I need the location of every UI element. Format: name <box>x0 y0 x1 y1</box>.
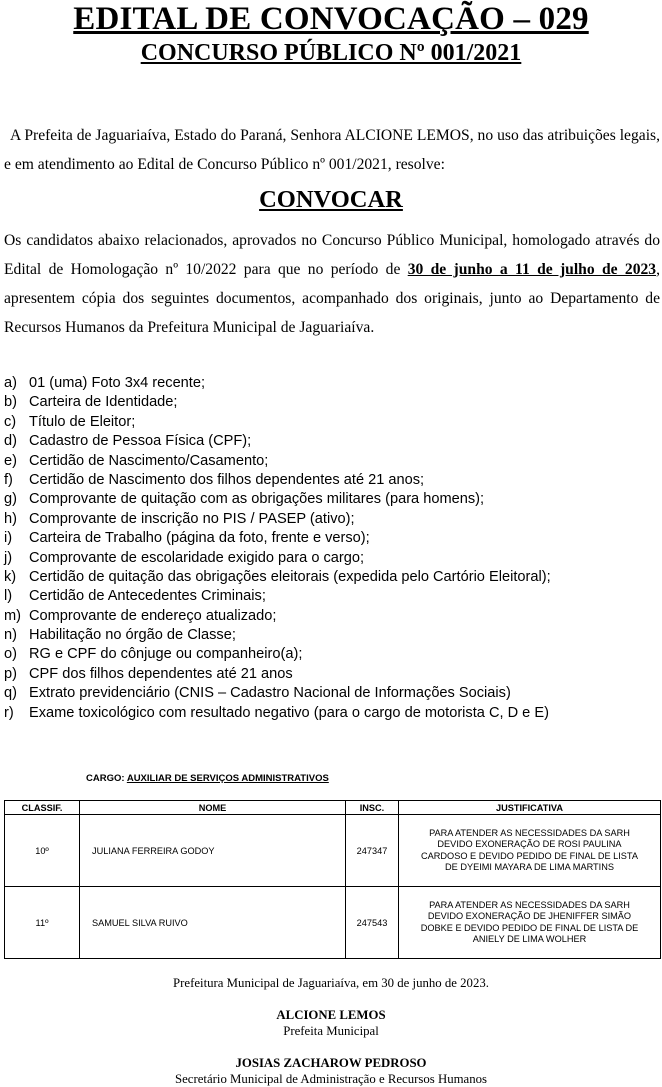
justificativa-line: DE DYEIMI MAYARA DE LIMA MARTINS <box>445 862 614 872</box>
document-item <box>4 665 660 684</box>
document-item-text: Habilitação no órgão de Classe; <box>29 627 236 644</box>
document-item <box>4 704 660 723</box>
document-item <box>4 413 660 432</box>
document-item-text: Carteira de Identidade; <box>29 394 178 411</box>
intro-paragraph: A Prefeita de Jaguariaíva, Estado do Paraná, Senhora ALCIONE LEMOS, no uso das atribuições legais, e em atendimento ao Edital de Concurso Público nº 001/2021, resolve: <box>4 127 660 173</box>
document-item-letter: r) <box>4 704 14 721</box>
document-item-text: Carteira de Trabalho (página da foto, frente e verso); <box>29 530 370 547</box>
justificativa-line: PARA ATENDER AS NECESSIDADES DA SARH <box>429 899 630 910</box>
document-item <box>4 432 660 451</box>
document-subtitle: CONCURSO PÚBLICO Nº 001/2021 <box>140 40 522 66</box>
document-item-text: Título de Eleitor; <box>29 413 136 430</box>
cell-nome: SAMUEL SILVA RUIVO <box>80 887 346 959</box>
document-item <box>4 626 660 645</box>
cell-nome: JULIANA FERREIRA GODOY <box>80 815 346 887</box>
document-item-letter: m) <box>4 607 22 624</box>
document-item-letter: j) <box>4 549 13 566</box>
header-justificativa: JUSTIFICATIVA <box>399 801 661 815</box>
signer2-name: JOSIAS ZACHAROW PEDROSO <box>235 1056 427 1070</box>
document-item <box>4 529 660 548</box>
document-item <box>4 393 660 412</box>
document-item-letter: q) <box>4 685 17 702</box>
justificativa-line: PARA ATENDER AS NECESSIDADES DA SARH <box>429 827 630 838</box>
document-item-text: Comprovante de inscrição no PIS / PASEP (ativo); <box>29 510 355 527</box>
cell-classif: 11º <box>5 887 80 959</box>
document-item-letter: d) <box>4 433 17 450</box>
document-item <box>4 587 660 606</box>
document-item <box>4 568 660 587</box>
document-item <box>4 452 660 471</box>
document-item-text: Cadastro de Pessoa Física (CPF); <box>29 433 252 450</box>
document-item-letter: g) <box>4 491 17 508</box>
body-period: 30 de junho a 11 de julho de 2023 <box>407 261 657 278</box>
document-item-text: Comprovante de quitação com as obrigações militares (para homens); <box>29 491 485 508</box>
header-nome: NOME <box>80 801 346 815</box>
document-item-text: Comprovante de endereço atualizado; <box>29 607 277 624</box>
document-item-text: Exame toxicológico com resultado negativo (para o cargo de motorista C, D e E) <box>29 704 549 721</box>
document-item-text: RG e CPF do cônjuge ou companheiro(a); <box>29 646 303 663</box>
place-date: Prefeitura Municipal de Jaguariaíva, em 30 de junho de 2023. <box>173 976 489 990</box>
cell-insc: 247347 <box>346 815 399 887</box>
header-classif: CLASSIF. <box>5 801 80 815</box>
document-item-letter: c) <box>4 413 17 430</box>
cargo-line <box>86 772 329 786</box>
cell-justificativa <box>399 887 661 959</box>
document-item-text: CPF dos filhos dependentes até 21 anos <box>29 665 293 682</box>
signer2-role: Secretário Municipal de Administração e Recursos Humanos <box>174 1072 488 1086</box>
document-item <box>4 374 660 393</box>
document-item-letter: f) <box>4 471 13 488</box>
document-item-text: Certidão de Nascimento/Casamento; <box>29 452 269 469</box>
document-item-text: Certidão de quitação das obrigações eleitorais (expedida pelo Cartório Eleitoral); <box>29 568 551 585</box>
justificativa-line: DEVIDO EXONERAÇÃO DE JHENIFFER SIMÃO <box>427 911 632 921</box>
cargo-value: AUXILIAR DE SERVIÇOS ADMINISTRATIVOS <box>126 773 329 784</box>
document-item-letter: o) <box>4 646 17 663</box>
document-item-text: Certidão de Nascimento dos filhos dependentes até 21 anos; <box>29 471 425 488</box>
cell-insc: 247543 <box>346 887 399 959</box>
document-item <box>4 549 660 568</box>
justificativa-line: CARDOSO E DEVIDO PEDIDO DE FINAL DE LISTA <box>421 850 638 861</box>
body-paragraph <box>4 226 660 342</box>
table-row <box>5 815 661 887</box>
table-header-row <box>5 801 661 815</box>
document-item-letter: b) <box>4 394 17 411</box>
document-item <box>4 510 660 529</box>
document-item-letter: n) <box>4 627 17 644</box>
document-item-text: Certidão de Antecedentes Criminais; <box>29 588 266 605</box>
document-item-letter: p) <box>4 665 17 682</box>
justificativa-line: ANIELY DE LIMA WOLHER <box>472 934 587 944</box>
document-item-text: Extrato previdenciário (CNIS – Cadastro Nacional de Informações Sociais) <box>29 685 511 702</box>
document-item-letter: h) <box>4 510 17 527</box>
cargo-label: CARGO: <box>86 773 125 784</box>
document-item-text: 01 (uma) Foto 3x4 recente; <box>29 375 206 391</box>
cell-justificativa <box>399 815 661 887</box>
justificativa-line: DEVIDO EXONERAÇÃO DE ROSI PAULINA <box>437 839 622 849</box>
body-text-before: Os candidatos abaixo relacionados, aprovados no Concurso Público Municipal, homologado através do Edital de Homologação nº 10/2022 para que no período de <box>4 232 660 278</box>
document-item <box>4 645 660 664</box>
document-item-letter: i) <box>4 530 13 547</box>
header-insc: INSC. <box>346 801 399 815</box>
document-item-letter: l) <box>4 588 13 605</box>
signer1-role: Prefeita Municipal <box>283 1024 379 1038</box>
document-item <box>4 471 660 490</box>
document-item-text: Comprovante de escolaridade exigido para o cargo; <box>29 549 365 566</box>
candidates-table <box>4 800 661 959</box>
document-title: EDITAL DE CONVOCAÇÃO – 029 <box>73 1 589 37</box>
justificativa-line: DOBKE E DEVIDO PEDIDO DE FINAL DE LISTA DE <box>420 922 639 933</box>
document-item-letter: e) <box>4 452 17 469</box>
table-row <box>5 887 661 959</box>
document-item <box>4 684 660 703</box>
signer1-name: ALCIONE LEMOS <box>276 1008 386 1022</box>
document-item <box>4 607 660 626</box>
convocar-heading: CONVOCAR <box>259 186 403 213</box>
document-item <box>4 490 660 509</box>
document-item-letter: k) <box>4 568 17 585</box>
cell-classif: 10º <box>5 815 80 887</box>
document-item-letter: a) <box>4 375 17 391</box>
documents-list <box>4 374 660 723</box>
body-text-after: , apresentem cópia dos seguintes documentos, acompanhado dos originais, junto ao Departamento de Recursos Humanos da Prefeitura Municipal de Jaguariaíva. <box>4 261 660 336</box>
